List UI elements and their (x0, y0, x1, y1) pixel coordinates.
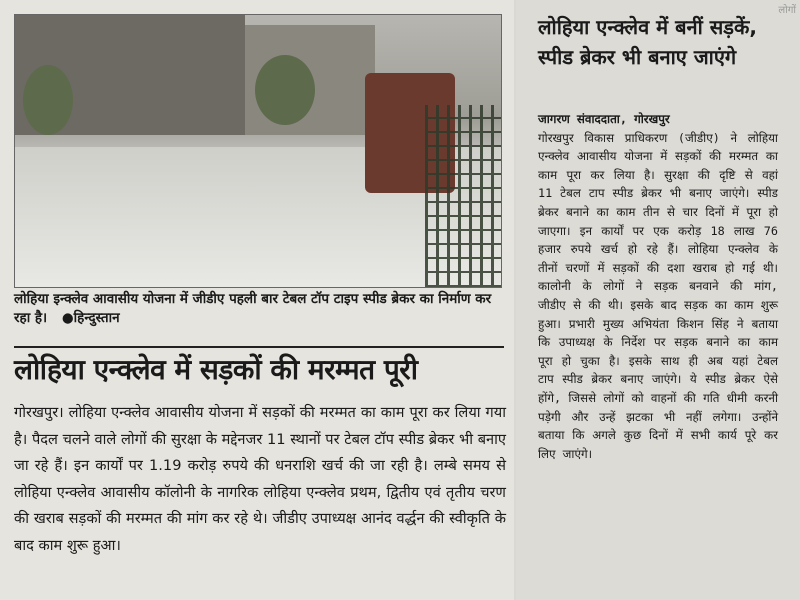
right-news-clipping (516, 0, 800, 600)
right-article-text: गोरखपुर विकास प्राधिकरण (जीडीए) ने लोहिया एन्क्लेव आवासीय योजना में सड़कों की मरम्मत का काम पूरा कर लिया है। सुरक्षा की दृष्टि से वहां 11 टेबल टाप स्पीड ब्रेकर भी बनाए जाएंगे। स्पीड ब्रेकर बनाने का काम तीन से चार दिनों में पूरा हो जाएगा। इन कार्यों पर एक करोड़ 18 लाख 76 हजार रुपये खर्च हो रहे हैं। लोहिया एन्क्लेव के तीनों चरणों में सड़कों की दशा खराब हो गई थी। कालोनी के लोगों ने सड़क बनवाने की मांग, जीडीए से की थी। इसके बाद सड़क का काम शुरू हुआ। प्रभारी मुख्य अभियंता किशन सिंह ने बताया कि उपाध्यक्ष के निर्देश पर सड़क बनाने का काम पूरा हो चुका है। इसके साथ ही अब यहां टेबल टाप स्पीड ब्रेकर बनाए जाएंगे। ये स्पीड ब्रेकर ऐसे होंगे, जिससे लोगों को वाहनों की गति धीमी करनी पड़ेगी और उन्हें झटका भी नहीं लगेगा। उन्होंने बताया कि अगले कुछ दिनों में सभी कार्य पूरे कर लिए जाएंगे। (538, 130, 778, 461)
byline: जागरण संवाददाता, गोरखपुर (538, 112, 670, 126)
right-article-body (538, 110, 778, 463)
photo-credit: ●हिन्दुस्तान (61, 310, 120, 326)
left-headline: लोहिया एन्क्लेव में सड़कों की मरम्मत पूरी (14, 346, 504, 390)
right-headline: लोहिया एन्क्लेव में बनीं सड़कें, स्पीड ब्रेकर भी बनाए जाएंगे (538, 15, 757, 69)
margin-text: लोगों (778, 5, 796, 16)
photo-caption (14, 290, 500, 328)
news-photo (14, 14, 502, 288)
left-article-body: गोरखपुर। लोहिया एन्क्लेव आवासीय योजना में सड़कों की मरम्मत का काम पूरा कर लिया गया है। पैदल चलने वाले लोगों की सुरक्षा के मद्देनजर 11 स्थानों पर टेबल टॉप स्पीड ब्रेकर भी बनाए जा रहे हैं। इन कार्यों पर 1.19 करोड़ रुपये की धनराशि खर्च की जा रही है। लम्बे समय से लोहिया एन्क्लेव आवासीय कॉलोनी के नागरिक लोहिया एन्क्लेव प्रथम, द्वितीय एवं तृतीय चरण की खराब सड़कों की मरम्मत की मांग कर रहे थे। जीडीए उपाध्यक्ष आनंद वर्द्धन की स्वीकृति के बाद काम शुरू हुआ। (14, 404, 506, 554)
caption-text: लोहिया इन्क्लेव आवासीय योजना में जीडीए पहली बार टेबल टॉप टाइप स्पीड ब्रेकर का निर्माण कर रहा है। (14, 291, 492, 326)
